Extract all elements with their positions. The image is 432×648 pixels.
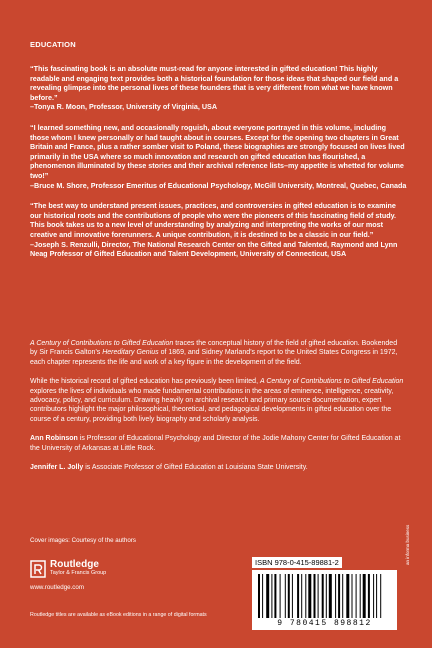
informa-tagline: an informa business (405, 524, 410, 565)
book-title: A Century of Contributions to Gifted Education (259, 378, 404, 386)
category-label: EDUCATION (30, 40, 76, 49)
publisher-website[interactable]: www.routledge.com (30, 584, 84, 591)
isbn-label (252, 557, 397, 568)
description-text: of 1869, and Sidney Marland’s report to the United States Congress in 1972, each chapter represents the life and work of a key figure in the development of the field. (30, 349, 398, 366)
quote-attribution: –Bruce M. Shore, Professor Emeritus of Educational Psychology, McGill University, Montreal, Quebec, Canada (30, 180, 407, 190)
author-bio-text: is Professor of Educational Psychology and Director of the Jodie Mahony Center for Gifted Education at the University of Arkansas at Little Rock. (30, 435, 401, 452)
endorsement-quote (30, 201, 407, 259)
work-title: Hereditary Genius (102, 349, 159, 357)
barcode (252, 570, 397, 630)
cover-credit: Cover images: Courtesy of the authors (30, 537, 136, 544)
book-title: A Century of Contributions to Gifted Education (30, 340, 174, 347)
publisher-subtitle: Taylor & Francis Group (50, 570, 107, 576)
quote-text: “This fascinating book is an absolute must-read for anyone interested in gifted education! This highly readable and engaging text provides both a historical foundation for those ideas that shaped our field and a revealing glimpse into the personal lives of these founders that is very different from what we have known before.” (30, 64, 399, 102)
author-bio (30, 463, 405, 472)
endorsement-quote (30, 64, 407, 112)
endorsement-quote (30, 123, 407, 190)
description-text: While the historical record of gifted education has previously been limited, (30, 378, 260, 386)
endorsements (30, 64, 407, 270)
description-text: traces the conceptual history of the field of gifted education. Bookended by Sir Francis Galton’s (30, 340, 398, 357)
quote-text: “The best way to understand present issues, practices, and controversies in gifted education is to examine our historical roots and the contributions of people who were the pioneers of this fascinating field of study. This book takes us to a new level of understanding by analyzing and interpreting the works of our most creative and innovative forerunners. A unique contribution, it is destined to be a classic in our field.” (30, 201, 397, 239)
publisher-name: Routledge (50, 559, 99, 570)
publisher-logo (30, 560, 106, 578)
author-bio-text: is Associate Professor of Gifted Education at Louisiana State University. (83, 464, 308, 472)
book-description (30, 339, 405, 482)
author-bio (30, 434, 405, 453)
author-name: Ann Robinson (30, 435, 78, 443)
quote-attribution: –Tonya R. Moon, Professor, University of Virginia, USA (30, 102, 218, 112)
routledge-logo-icon (30, 560, 46, 578)
author-name: Jennifer L. Jolly (30, 464, 84, 472)
description-paragraph (30, 339, 405, 367)
quote-attribution: –Joseph S. Renzulli, Director, The National Research Center on the Gifted and Talented, Raymond and Lynn Neag Professor of Gifted Education and Talent Development, University of Connecticut, USA (30, 239, 398, 259)
description-text: explores the lives of individuals who made fundamental contributions in the areas of eminence, intelligence, creativity, advocacy, policy, and curriculum. Drawing heavily on archival research and primary source documentation, expert contributors highlight the major philosophical, theoretical, and pedagogical developments in gifted education over the course of a century, providing both lively biography and scholarly analysis. (30, 387, 394, 423)
quote-text: “I learned something new, and occasionally roguish, about everyone portrayed in this volume, including those whom I knew personally or had taught about in courses. Except for the opening two chapters in Great Britain and France, plus a rather somber visit to Poland, these biographies are strongly focused on lives lived primarily in the USA where so much innovation and research on gifted education has flourished, a phenomenon illuminated by these stories and their archival reference lists–my appetite is whetted for volume two!” (30, 122, 405, 180)
description-paragraph (30, 377, 405, 424)
ebook-note: Routledge titles are available as eBook editions in a range of digital formats (30, 612, 207, 618)
barcode-digits: 9 780415 898812 (277, 619, 372, 628)
barcode-icon (258, 574, 391, 618)
isbn-text: ISBN 978-0-415-89881-2 (252, 557, 342, 568)
